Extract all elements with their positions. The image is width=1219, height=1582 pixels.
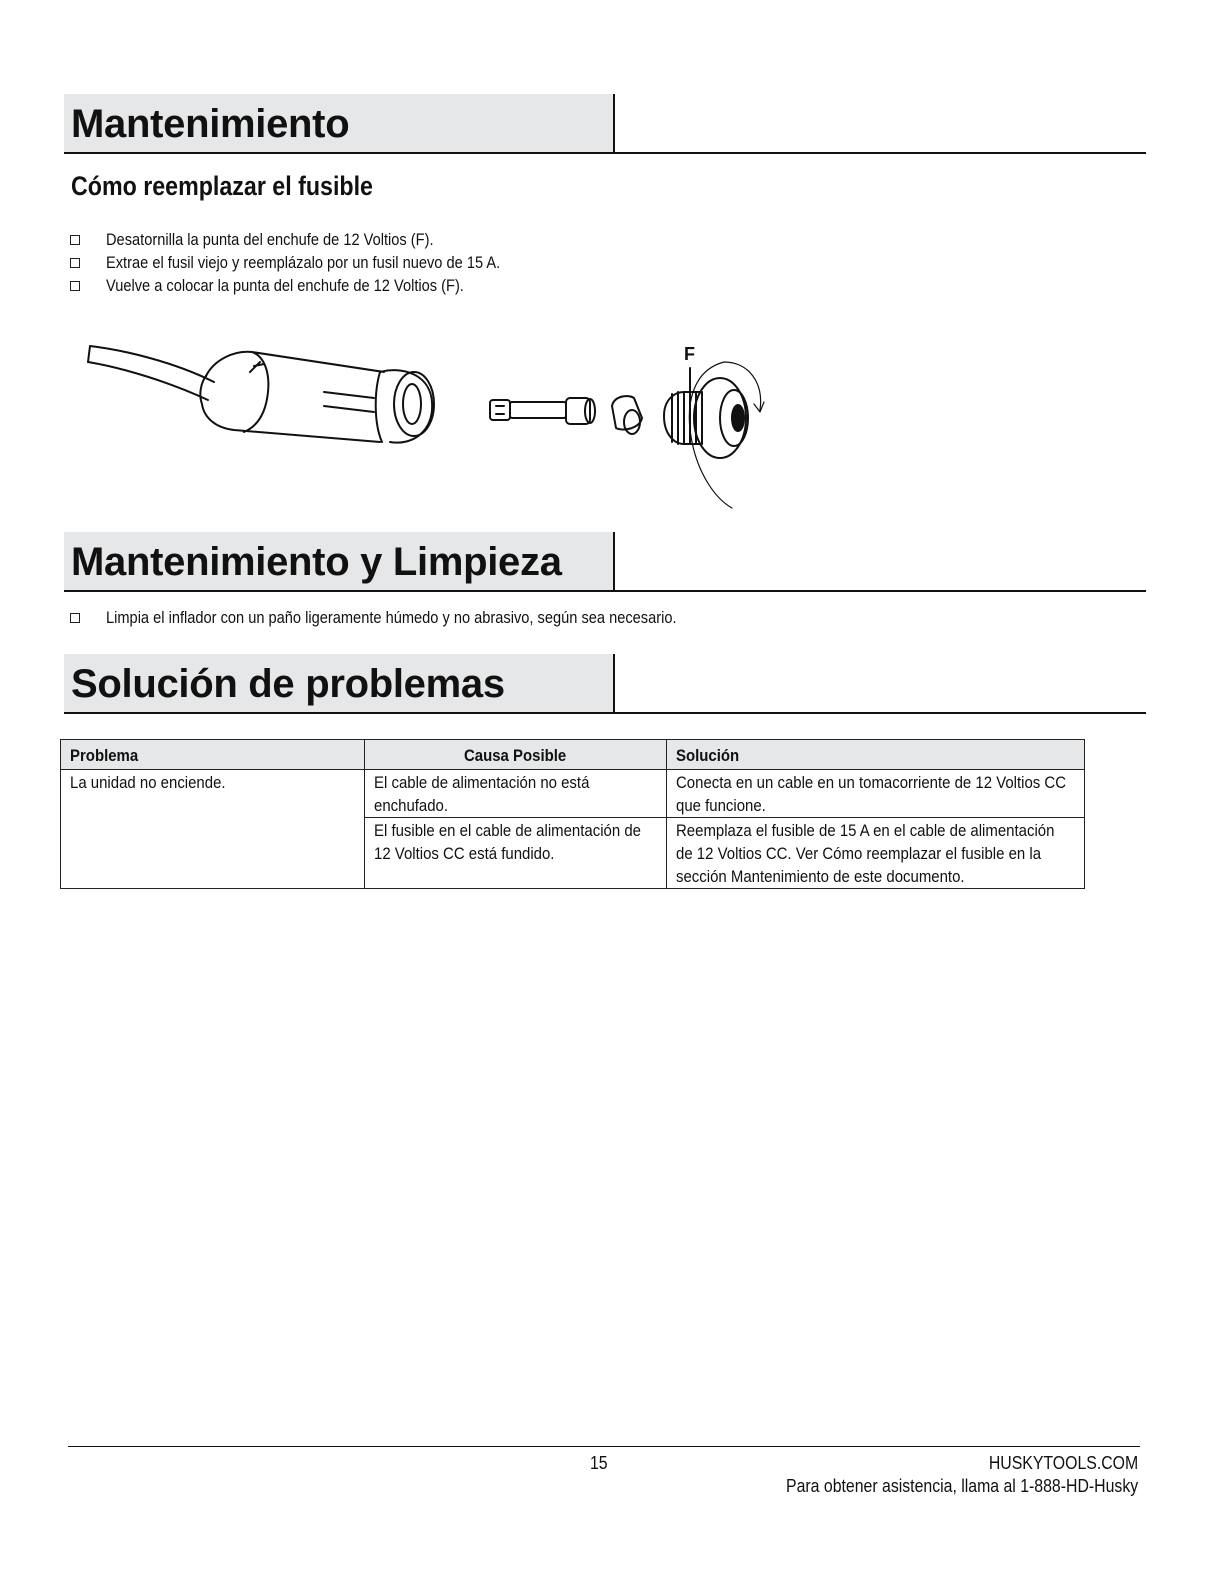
section-header-band xyxy=(64,654,615,712)
list-item: Desatornilla la punta del enchufe de 12 Voltios (F). xyxy=(70,228,564,251)
subsection-title-replace-fuse: Cómo reemplazar el fusible xyxy=(71,171,373,201)
footer-website: HUSKYTOOLS.COM xyxy=(988,1453,1138,1473)
section-title-maintenance: Mantenimiento xyxy=(71,102,350,146)
checkbox-bullet-icon xyxy=(70,235,80,245)
checkbox-bullet-icon xyxy=(70,258,80,268)
spring-cap-illustration xyxy=(612,396,642,434)
plug-illustration xyxy=(200,352,434,443)
cause-cell: El cable de alimentación no está enchufado. xyxy=(365,770,667,818)
fuse-steps-list xyxy=(70,228,564,297)
column-header-solution: Solución xyxy=(667,740,1085,770)
list-item: Vuelve a colocar la punta del enchufe de 12 Voltios (F). xyxy=(70,274,564,297)
section-header-troubleshooting xyxy=(64,654,1146,714)
solution-cell: Conecta en un cable en un tomacorriente de 12 Voltios CC que funcione. xyxy=(667,770,1085,818)
checkbox-bullet-icon xyxy=(70,613,80,623)
list-item: Limpia el inflador con un paño ligeramente húmedo y no abrasivo, según sea necesario. xyxy=(70,606,769,629)
cleaning-steps-list xyxy=(70,606,769,629)
troubleshooting-table xyxy=(60,739,1085,889)
solution-cell: Reemplaza el fusible de 15 A en el cable de alimentación de 12 Voltios CC. Ver Cómo reemplazar el fusible en la sección Mantenimiento de este documento. xyxy=(667,818,1085,889)
column-header-problem: Problema xyxy=(61,740,365,770)
table-header-row xyxy=(61,740,1085,770)
footer-divider xyxy=(68,1446,1140,1447)
figure-label-f: F xyxy=(684,344,695,364)
power-cord-illustration xyxy=(88,346,214,400)
section-header-cleaning xyxy=(64,532,1146,592)
checkbox-bullet-icon xyxy=(70,281,80,291)
section-header-band xyxy=(64,94,615,152)
list-item: Extrae el fusil viejo y reemplázalo por un fusil nuevo de 15 A. xyxy=(70,251,564,274)
table-row xyxy=(61,770,1085,818)
footer-contact xyxy=(738,1452,1138,1498)
column-header-cause: Causa Posible xyxy=(365,740,667,770)
section-title-troubleshooting: Solución de problemas xyxy=(71,662,505,706)
cause-cell: El fusible en el cable de alimentación de 12 Voltios CC está fundido. xyxy=(365,818,667,889)
threaded-tip-illustration xyxy=(664,362,764,508)
section-title-cleaning: Mantenimiento y Limpieza xyxy=(71,540,562,584)
section-header-maintenance xyxy=(64,94,1146,154)
footer-support: Para obtener asistencia, llama al 1-888-HD-Husky xyxy=(785,1476,1138,1496)
page-number: 15 xyxy=(590,1453,608,1473)
fuse-replacement-illustration xyxy=(84,332,784,514)
section-header-band xyxy=(64,532,615,590)
fuse-illustration xyxy=(490,398,595,424)
problem-cell: La unidad no enciende. xyxy=(61,770,365,889)
